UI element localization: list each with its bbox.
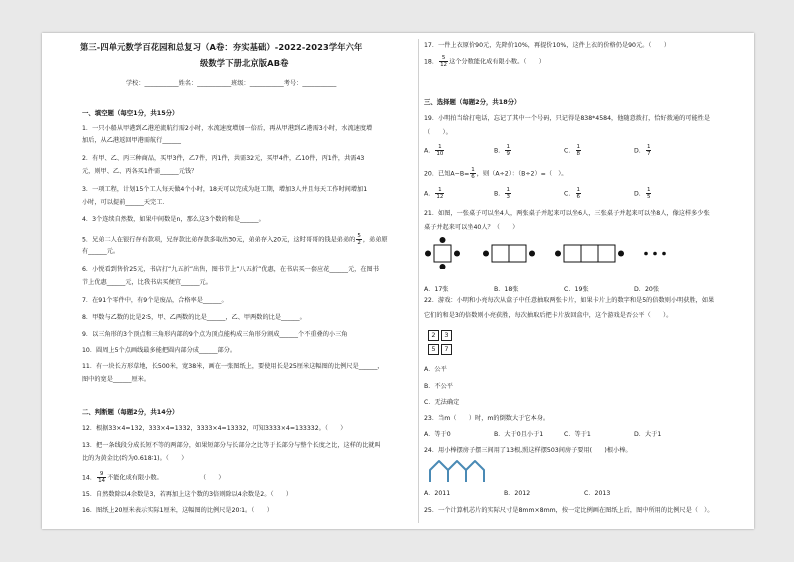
card: 7: [441, 344, 452, 355]
tables-figure: [424, 237, 724, 269]
option-label: D．: [634, 147, 645, 155]
q3-line1: 3．一项工程，计划15个工人每天做4个小时，18天可以完成为赶工期，增加3人并且每天工作时间增加1: [82, 186, 368, 193]
q9: 9．以三角形的3个顶点和三角形内部的9个点为顶点能构成三角形分割成______个不重叠的小三角: [82, 331, 348, 338]
table-2b: [509, 245, 526, 262]
option-numerator: 1: [435, 187, 444, 194]
seat-dot: [555, 251, 561, 257]
option-numerator: 1: [646, 187, 651, 193]
option-fraction: [435, 144, 444, 157]
q11-line1: 11．有一块长方形草地，长500米，宽38米，画在一张图纸上，要使用长是25厘米这幅图的比例尺是______，: [82, 363, 384, 370]
table-3c: [598, 245, 615, 262]
q14-text: 不能化成有限小数。 （ ）: [107, 474, 225, 482]
q23-option-b: B．大于0且小于1: [494, 431, 544, 438]
q8: 8．甲数与乙数的比是2∶5，甲、乙两数的比是______，乙、甲两数的比是______。: [82, 314, 306, 321]
q22-option-b: B．不公平: [424, 383, 453, 390]
q14: [82, 471, 225, 484]
q21-option-b: B．18张: [494, 286, 519, 293]
option-numerator: 1: [506, 144, 510, 150]
option-denominator: 9: [506, 151, 510, 157]
q20-numerator: 1: [471, 167, 475, 173]
card-row-2: [428, 344, 452, 356]
q22-line2: 它们的和是3的倍数则小亮获胜，每次抽取后把卡片放回盒中，这个游戏是否公平（ ）。: [424, 312, 673, 319]
q19-line2: （ ）。: [424, 129, 452, 136]
option-numerator: 1: [646, 144, 651, 150]
section-fill-blank: 一、填空题（每空1分，共15分）: [82, 109, 179, 117]
q23: 23．当m（ ）时，m的倒数大于它本身。: [424, 415, 550, 422]
q20-option-a: [424, 187, 445, 200]
q7: 7．在91个零件中，有9个是废品，合格率是______。: [82, 297, 228, 304]
card: 5: [428, 344, 439, 355]
q19-option-a: [424, 144, 445, 157]
q23-option-a: A．等于0: [424, 431, 451, 438]
seat-dot: [618, 251, 624, 257]
q16: 16．图纸上20厘米表示实际1厘米，这幅图的比例尺是20∶1。（ ）: [82, 507, 273, 514]
q5-denominator: 2: [357, 240, 361, 246]
ellipsis-dot: [653, 252, 657, 256]
q11-line2: 图中的宽是______厘米。: [82, 376, 151, 383]
q20-option-d: [634, 187, 652, 200]
q24-option-b: B．2012: [504, 490, 531, 497]
q2-line2: 元，则甲、乙、丙各买1件需______元钱？: [82, 168, 198, 175]
table-3b: [581, 245, 598, 262]
q14-denominator: 14: [98, 478, 106, 484]
q24-option-c: C．2013: [584, 490, 611, 497]
q14-number: 14．: [82, 474, 97, 482]
q18-number: 18．: [424, 58, 439, 66]
q24-option-a: A．2011: [424, 490, 451, 497]
ellipsis-dot: [644, 252, 648, 256]
q20-option-b: [494, 187, 512, 200]
q21-option-d: D．20张: [634, 286, 660, 293]
option-fraction: [646, 144, 652, 157]
option-fraction: [576, 144, 582, 157]
page-title-line2: 级数学下册北京版AB卷: [200, 58, 289, 68]
house-2: [448, 461, 466, 482]
q12: 12．根据33×4=132，333×4=1332，3333×4=13332，可知3333×4=133332。（ ）: [82, 425, 347, 432]
q13-line1: 13．把一条线段分成长短不等的两部分，如果短部分与长部分之比等于长部分与整个长度之比，这样的比就叫: [82, 442, 381, 449]
option-label: B．: [494, 147, 505, 155]
q18-text: 这个分数能化成有限小数。（ ）: [449, 58, 545, 66]
ellipsis-dot: [662, 252, 666, 256]
option-numerator: 1: [506, 187, 510, 193]
seat-dot: [529, 251, 535, 257]
q20-option-c: [564, 187, 582, 200]
seat-dot: [483, 251, 489, 257]
option-denominator: 6: [576, 194, 581, 200]
q6-line1: 6．小悦看到售价25元，书店打“九五折”出售，图书节上“八五折”优惠，在书店买一套应花______元，在图书: [82, 266, 379, 273]
seat-dot: [454, 251, 460, 257]
card-row-1: [428, 330, 452, 342]
option-denominator: 7: [646, 151, 651, 157]
option-denominator: 5: [646, 194, 651, 200]
option-label: A．: [424, 147, 435, 155]
option-label: A．: [424, 190, 435, 198]
page-title-line1: 第三-四单元数学百花园和总复习（A卷：夯实基础）-2022-2023学年六年: [80, 42, 363, 52]
option-label: B．: [494, 190, 505, 198]
q25: 25．一个计算机芯片的实际尺寸是8mm×8mm，按一定比例画在图纸上后，图中所用的比例尺是（ ）。: [424, 507, 714, 514]
card: 3: [441, 330, 452, 341]
option-fraction: [505, 144, 511, 157]
option-fraction: [576, 187, 582, 200]
option-fraction: [505, 187, 511, 200]
q22-option-c: C．无法确定: [424, 399, 460, 406]
q10: 10．圆周上5个点画线最多能把圆内部分成______部分。: [82, 347, 237, 354]
q5-line1: [82, 233, 388, 246]
q18-denominator: 12: [440, 62, 448, 68]
q19-line1: 19．小明拍当给打电话，忘记了其中一个号码，只记得是838*4584，他随意拨打，恰好拨通的可能性是: [424, 115, 711, 122]
option-label: D．: [634, 190, 645, 198]
q1-line2: 加后，从乙港返回甲港需航行______: [82, 137, 181, 144]
q5-text: 5．兄弟二人在银行存有款项，兄存款比弟存款多取出30元，弟弟存入20元，这时哥哥的钱是弟弟的: [82, 236, 356, 244]
q18-numerator: 5: [439, 55, 448, 62]
option-fraction: [435, 187, 444, 200]
q22-option-a: A．公平: [424, 366, 447, 373]
q23-option-d: D．大于1: [634, 431, 662, 438]
q2-line1: 2．有甲、乙、丙三种商品，买甲3件，乙7件，丙1件，共需32元，买甲4件，乙10件，丙1件，共需43: [82, 155, 365, 162]
q21-option-a: A．17张: [424, 286, 449, 293]
option-numerator: 1: [435, 144, 444, 151]
q20-fraction: [470, 167, 476, 180]
q23-option-c: C．等于1: [564, 431, 591, 438]
q19-option-d: [634, 144, 652, 157]
q20-text: 20．已知A−B=: [424, 170, 470, 178]
q5-fraction: [356, 233, 362, 246]
q5-line2: 有______元。: [82, 248, 120, 255]
option-numerator: 1: [576, 187, 581, 193]
option-numerator: 1: [576, 144, 581, 150]
column-divider: [418, 39, 419, 523]
option-fraction: [646, 187, 652, 200]
q21-line2: 桌子并起来可以坐40人？（ ）: [424, 224, 519, 231]
table-3a: [564, 245, 581, 262]
table-1: [434, 245, 451, 262]
q14-numerator: 9: [97, 471, 106, 478]
seat-dot: [440, 264, 446, 269]
q6-line2: 节上优惠______元，比我书店买便宜______元。: [82, 279, 212, 286]
option-denominator: 10: [436, 151, 444, 157]
q18: [424, 55, 545, 68]
option-denominator: 12: [436, 194, 444, 200]
q24: 24．用小棒摆房子摆三间用了13根,照这样摆503间房子要用( )根小棒。: [424, 447, 632, 454]
option-label: C．: [564, 190, 575, 198]
q14-fraction: [97, 471, 106, 484]
section-true-false: 二、判断题（每题2分，共14分）: [82, 408, 179, 416]
seat-dot: [440, 237, 446, 243]
option-denominator: 8: [576, 151, 581, 157]
houses-figure: [428, 458, 498, 484]
seat-dot: [425, 251, 431, 257]
q17: 17．一件上衣原价90元，先降价10%，再提价10%，这件上衣的价格仍是90元。（ ）: [424, 42, 671, 49]
q21-option-c: C．19张: [564, 286, 589, 293]
q18-fraction: [439, 55, 448, 68]
q22-line1: 22．游戏：小明和小亮每次从盒子中任意抽取两张卡片，如果卡片上的数字和是5的倍数则小明获胜，如果: [424, 297, 715, 304]
option-label: C．: [564, 147, 575, 155]
house-1: [430, 461, 448, 482]
option-denominator: 3: [506, 194, 510, 200]
student-info-line: 学校：___________姓名：___________班级：___________考号：___________: [126, 80, 337, 87]
house-3: [466, 461, 484, 482]
q19-option-c: [564, 144, 582, 157]
q1-line1: 1．一只小船从甲港到乙港逆流航行需2小时，水流速度增加一倍后，再从甲港到乙港需3小时，水流速度增: [82, 125, 373, 132]
section-multiple-choice: 三、选择题（每题2分，共18分）: [424, 98, 521, 106]
q20-denominator: 6: [471, 174, 475, 180]
q5-text-end: ，弟弟原: [362, 236, 388, 244]
q3-line2: 小时，可以提前______天完工．: [82, 199, 169, 206]
q19-option-b: [494, 144, 512, 157]
q13-line2: 比的为黄金比(约为0.618∶1)。（ ）: [82, 455, 188, 462]
q5-numerator: 5: [357, 233, 361, 239]
q20: [424, 167, 567, 180]
exam-page: [42, 33, 754, 529]
card: 2: [428, 330, 439, 341]
table-2a: [492, 245, 509, 262]
q21-line1: 21．如图，一张桌子可以坐4人，两张桌子并起来可以坐6人，三张桌子并起来可以坐8人，像这样多少张: [424, 210, 710, 217]
q20-text-end: ，则（A÷2）：（B÷2）=（ ）。: [476, 170, 568, 178]
q4: 4．3个连续自然数，如果中间数是n，那么这3个数的和是______。: [82, 216, 265, 223]
q15: 15．自然数除以4余数是3，若再加上这个数的3倍则除以4余数是2。（ ）: [82, 491, 293, 498]
